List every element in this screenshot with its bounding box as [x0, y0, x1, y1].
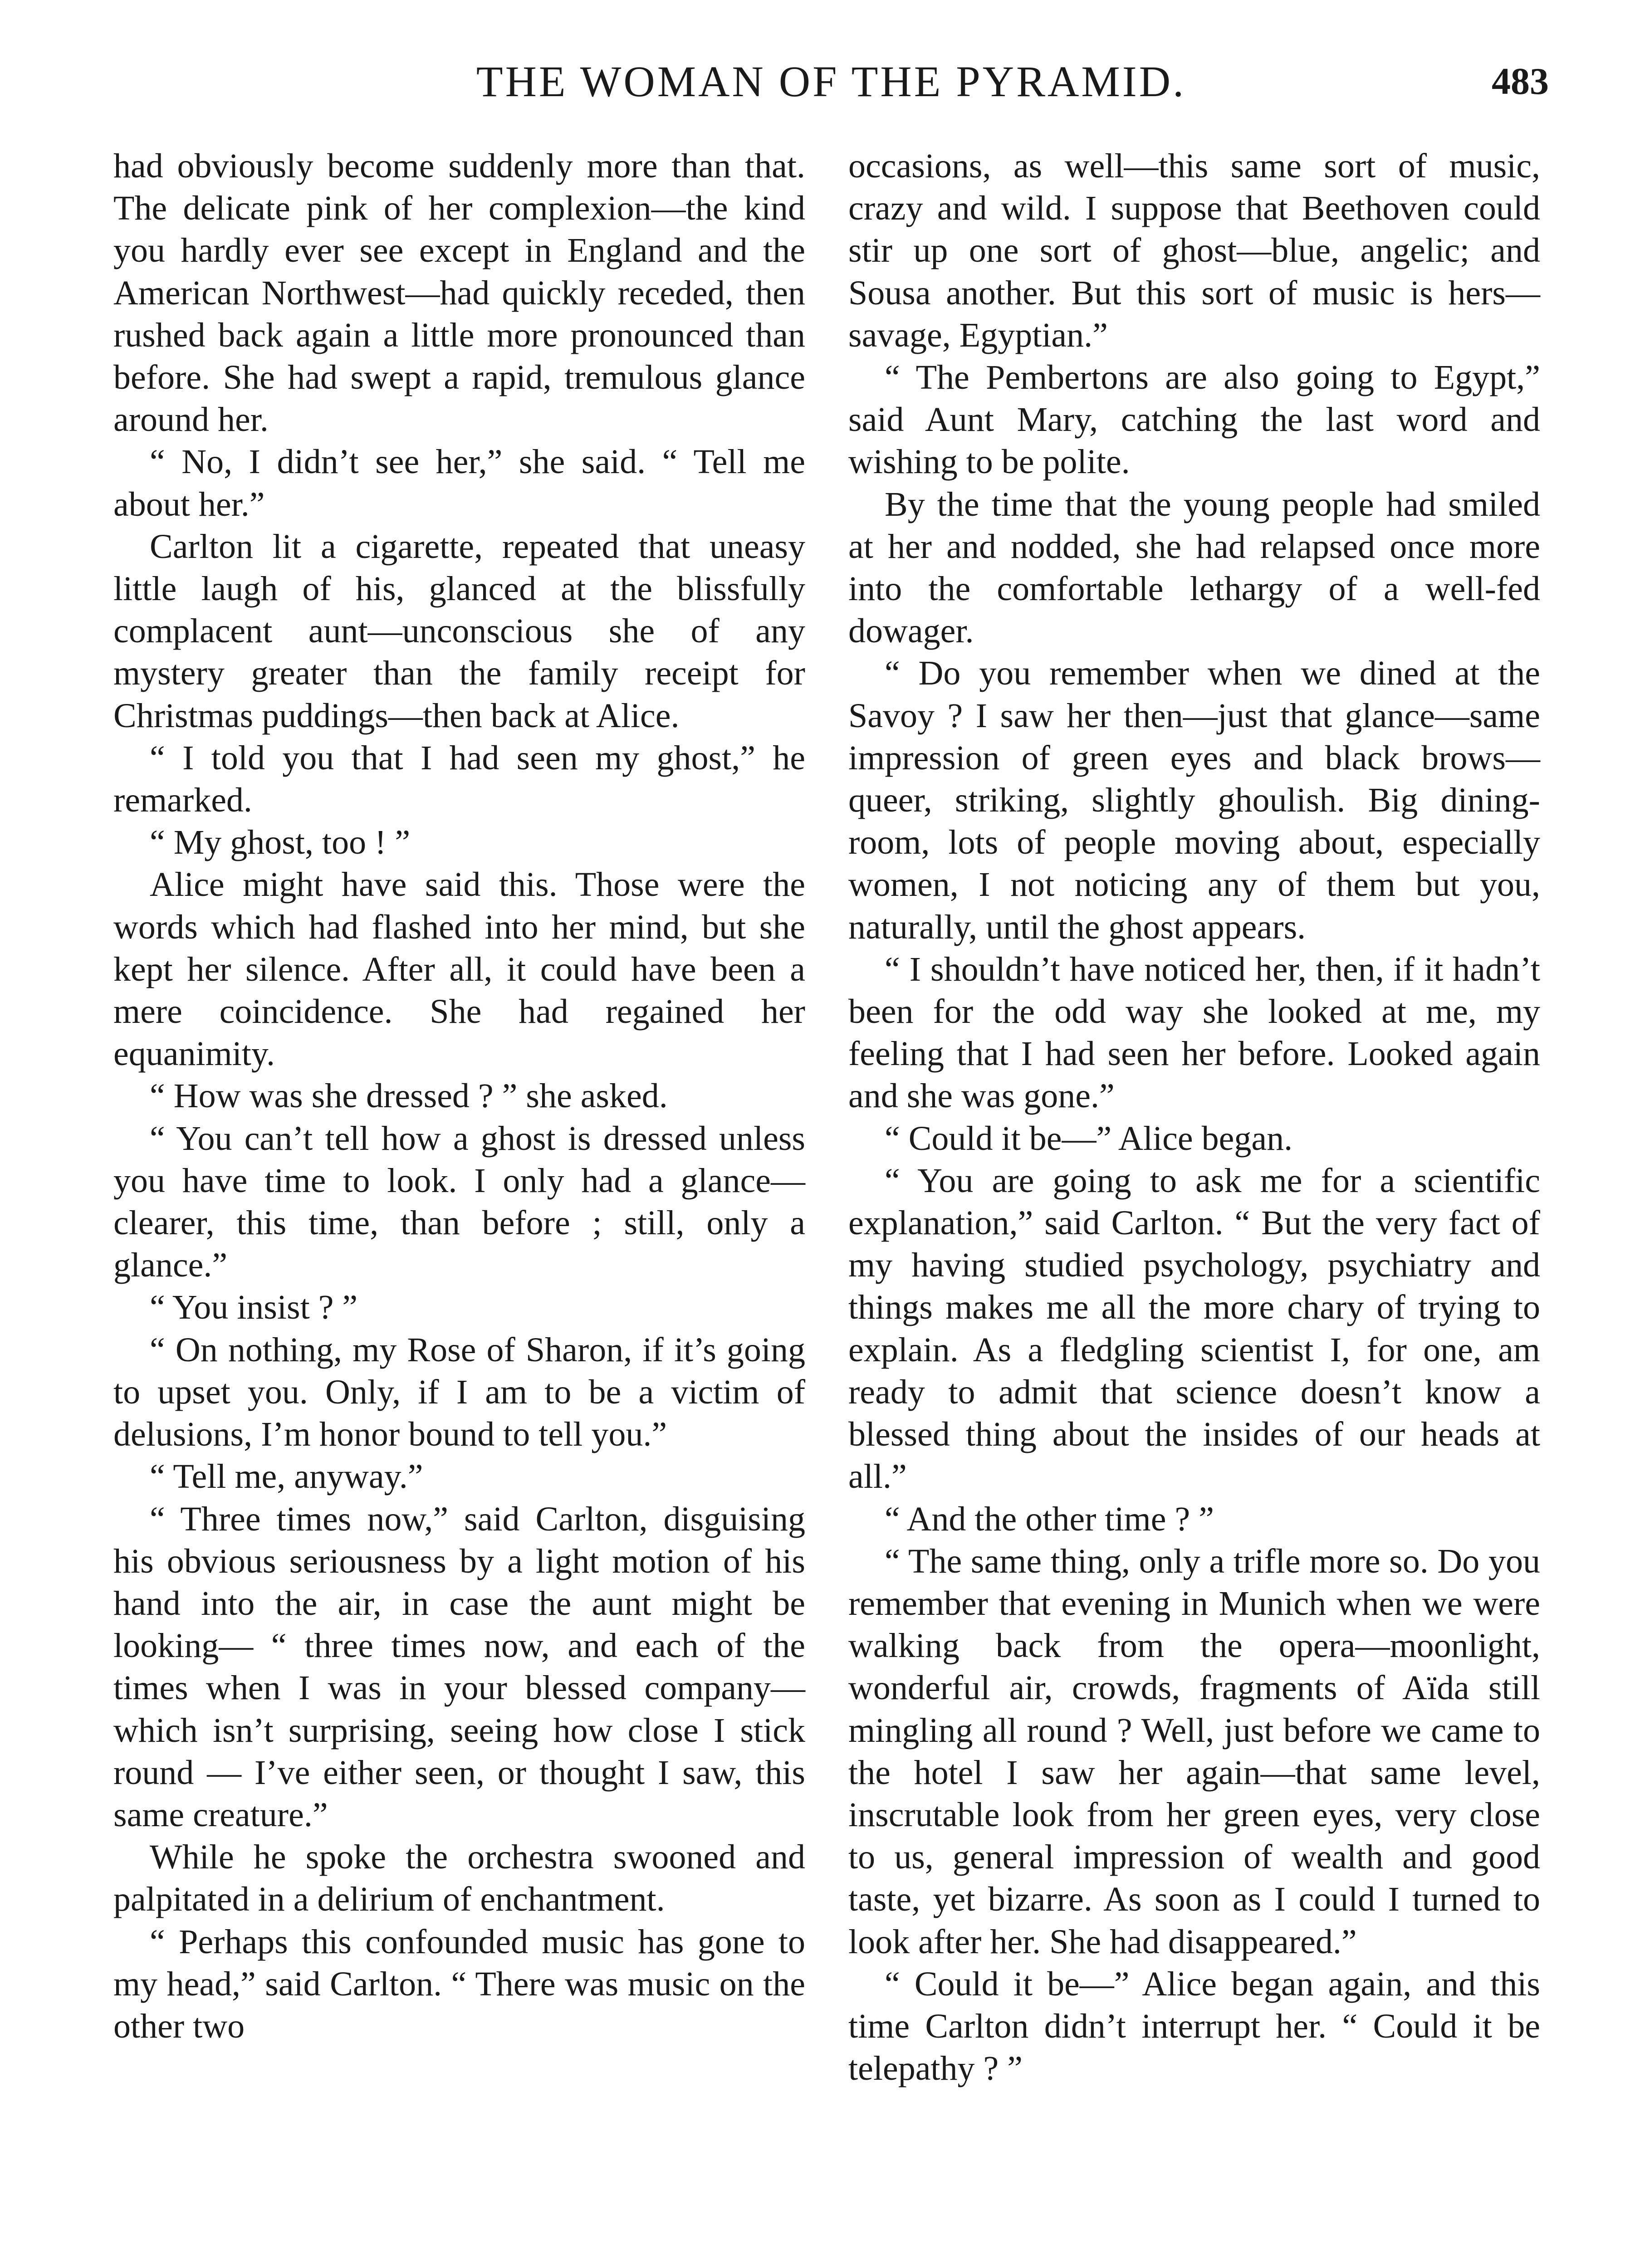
paragraph: “ Could it be—” Alice began again, and this time Carlton didn’t interrupt her. “ Could it be telepathy ? ” [848, 1965, 1540, 2088]
paragraph: “ Do you remember when we dined at the Savoy ? I saw her then—just that glance—same impression of green eyes and black brows—queer, striking, slightly ghoulish. Big dining-room, lots of people moving about, especially women, I not noticing any of them but you, naturally, until the ghost appears. [848, 654, 1540, 946]
paragraph: “ My ghost, too ! ” [150, 823, 411, 862]
paragraph: While he spoke the orchestra swooned and palpitated in a delirium of enchantment. [113, 1838, 805, 1919]
running-head [113, 50, 1549, 113]
paragraph: “ Tell me, anyway.” [150, 1457, 423, 1496]
paragraph: “ On nothing, my Rose of Sharon, if it’s going to upset you. Only, if I am to be a victim of delusions, I’m honor bound to tell you.” [113, 1330, 805, 1454]
paragraph: Alice might have said this. Those were the words which had flashed into her mind, but she kept her silence. After all, it could have been a mere coincidence. She had regained her equanimity. [113, 865, 805, 1073]
paragraph: “ The Pembertons are also going to Egypt,” said Aunt Mary, catching the last word and wishing to be polite. [848, 358, 1540, 481]
paragraph: Carlton lit a cigarette, repeated that uneasy little laugh of his, glanced at the blissfully complacent aunt—unconscious she of any mystery greater than the family receipt for Christmas puddings—then back at Alice. [113, 527, 805, 735]
paragraph: “ You insist ? ” [150, 1288, 358, 1327]
paragraph: occasions, as well—this same sort of music, crazy and wild. I suppose that Beethoven could stir up one sort of ghost—blue, angelic; and Sousa another. But this sort of music is hers—savage, Egyptian.” [848, 147, 1540, 354]
right-column [848, 145, 1540, 2090]
paragraph: “ Could it be—” Alice began. [885, 1119, 1293, 1158]
paragraph: “ No, I didn’t see her,” she said. “ Tell me about her.” [113, 443, 805, 523]
paragraph: “ You can’t tell how a ghost is dressed unless you have time to look. I only had a glance—clearer, this time, than before ; still, only a glance.” [113, 1119, 805, 1285]
paragraph: By the time that the young people had smiled at her and nodded, she had relapsed once more into the comfortable lethargy of a well-fed dowager. [848, 485, 1540, 650]
page-number: 483 [1492, 60, 1549, 103]
paragraph: “ How was she dressed ? ” she asked. [150, 1077, 668, 1115]
page-title: THE WOMAN OF THE PYRAMID. [476, 57, 1186, 106]
left-column [113, 145, 805, 2048]
paragraph: had obviously become suddenly more than that. The delicate pink of her complexion—the kind you hardly ever see except in England and the American Northwest—had quickly receded, then rushed back again a little more pronounced than before. She had swept a rapid, tremulous glance around her. [113, 147, 805, 439]
paragraph: “ The same thing, only a trifle more so. Do you remember that evening in Munich when we were walking back from the opera—moonlight, wonderful air, crowds, fragments of Aïda still mingling all round ? Well, just before we came to the hotel I saw her again—that same level, inscrutable look from her green eyes, very close to us, general impression of wealth and good taste, yet bizarre. As soon as I could I turned to look after her. She had disappeared.” [848, 1542, 1540, 1961]
paragraph: “ Three times now,” said Carlton, disguising his obvious seriousness by a light motion of his hand into the air, in case the aunt might be looking— “ three times now, and each of the times when I was in your blessed company—which isn’t surprising, seeing how close I stick round — I’ve either seen, or thought I saw, this same creature.” [113, 1500, 805, 1834]
paragraph: “ You are going to ask me for a scientific explanation,” said Carlton. “ But the very fact of my having studied psychology, psychiatry and things makes me all the more chary of trying to explain. As a fledgling scientist I, for one, am ready to admit that science doesn’t know a blessed thing about the insides of our heads at all.” [848, 1161, 1540, 1496]
paragraph: “ Perhaps this confounded music has gone to my head,” said Carlton. “ There was music on the other two [113, 1922, 805, 2045]
paragraph: “ I shouldn’t have noticed her, then, if it hadn’t been for the odd way she looked at me, my feeling that I had seen her before. Looked again and she was gone.” [848, 950, 1540, 1115]
paragraph: “ And the other time ? ” [885, 1500, 1214, 1538]
paragraph: “ I told you that I had seen my ghost,” he remarked. [113, 738, 805, 820]
